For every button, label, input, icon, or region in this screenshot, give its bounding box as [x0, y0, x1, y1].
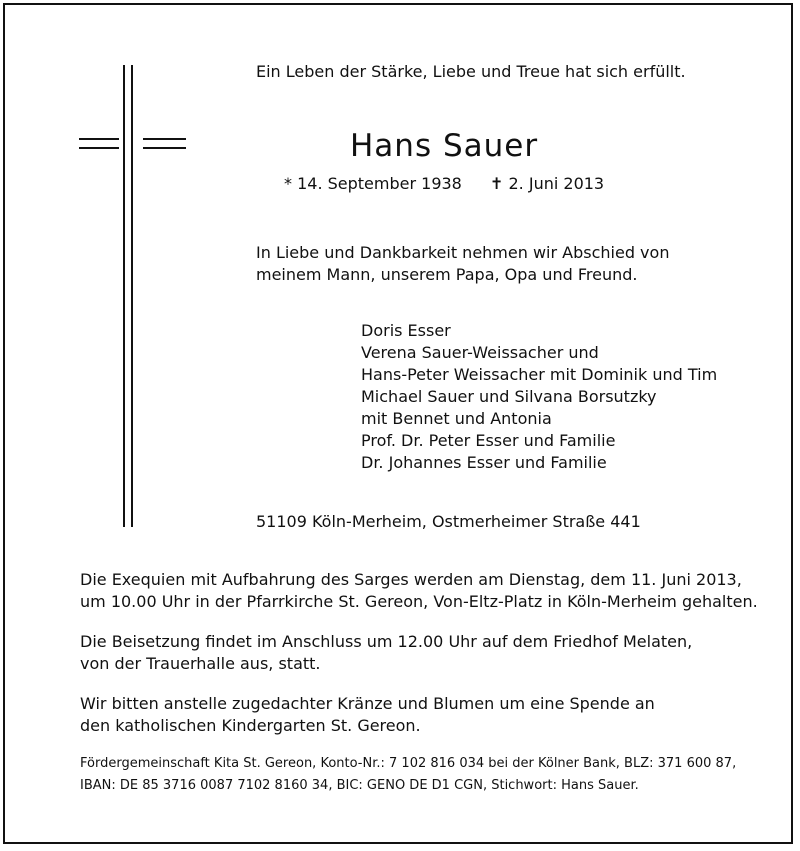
bank-line: Fördergemeinschaft Kita St. Gereon, Konto-Nr.: 7 102 816 034 bei der Kölner Bank, BLZ: 371 600 87, [80, 756, 737, 771]
bank-details [80, 753, 736, 797]
mourner-line: Dr. Johannes Esser und Familie [361, 453, 607, 472]
death-date: 2. Juni 2013 [508, 174, 605, 193]
farewell-line: meinem Mann, unserem Papa, Opa und Freund. [256, 265, 638, 284]
mourner-line: mit Bennet und Antonia [361, 409, 552, 428]
mourner-line: Doris Esser [361, 321, 451, 340]
death-date-line [490, 173, 604, 195]
mourner-line: Hans-Peter Weissacher mit Dominik und Tim [361, 365, 718, 384]
farewell-line: In Liebe und Dankbarkeit nehmen wir Abschied von [256, 243, 670, 262]
deceased-name: Hans Sauer [350, 128, 539, 164]
mourner-line: Prof. Dr. Peter Esser und Familie [361, 431, 616, 450]
burial-line: von der Trauerhalle aus, statt. [80, 654, 321, 673]
farewell-text [256, 242, 669, 286]
birth-date: * 14. September 1938 [284, 174, 462, 193]
dagger-icon: ✝ [490, 174, 504, 193]
burial-paragraph [80, 631, 692, 675]
donation-line: den katholischen Kindergarten St. Gereon. [80, 716, 421, 735]
burial-line: Die Beisetzung findet im Anschluss um 12.00 Uhr auf dem Friedhof Melaten, [80, 632, 693, 651]
family-address: 51109 Köln-Merheim, Ostmerheimer Straße 441 [256, 512, 641, 531]
exequien-paragraph [80, 569, 758, 613]
memorial-quote: Ein Leben der Stärke, Liebe und Treue hat sich erfüllt. [256, 62, 686, 81]
exequien-line: um 10.00 Uhr in der Pfarrkirche St. Gereon, Von-Eltz-Platz in Köln-Merheim gehalten. [80, 592, 758, 611]
exequien-line: Die Exequien mit Aufbahrung des Sarges werden am Dienstag, dem 11. Juni 2013, [80, 570, 742, 589]
donation-paragraph [80, 693, 655, 737]
mourners-list [361, 320, 717, 474]
mourner-line: Michael Sauer und Silvana Borsutzky [361, 387, 657, 406]
bank-line: IBAN: DE 85 3716 0087 7102 8160 34, BIC: GENO DE D1 CGN, Stichwort: Hans Sauer. [80, 778, 639, 793]
donation-line: Wir bitten anstelle zugedachter Kränze und Blumen um eine Spende an [80, 694, 655, 713]
mourner-line: Verena Sauer-Weissacher und [361, 343, 599, 362]
